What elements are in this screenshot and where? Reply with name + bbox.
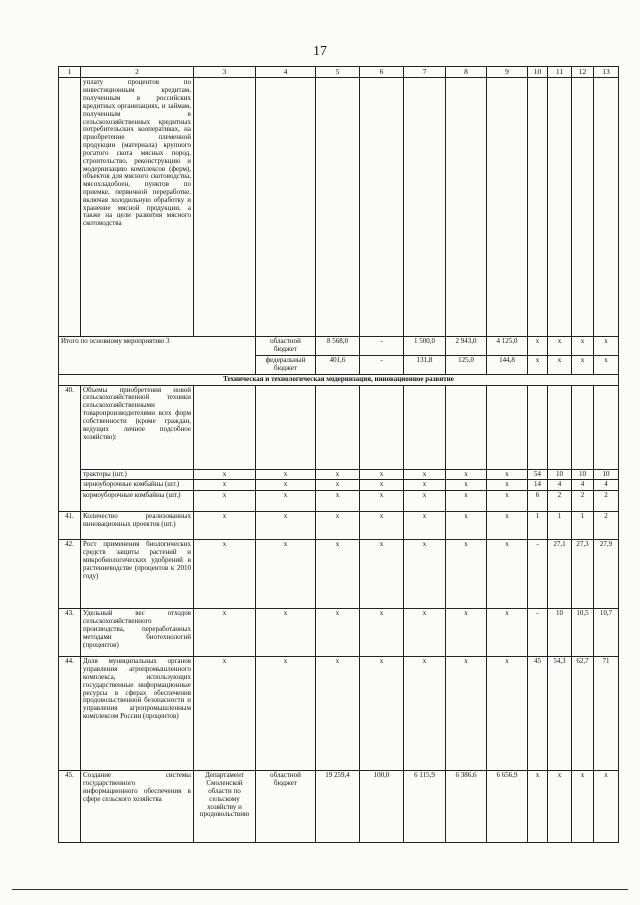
- cell-value: х: [548, 337, 572, 356]
- total-row-regional: [59, 337, 619, 356]
- cell-value: 27,1: [548, 540, 572, 609]
- table-row-43: [59, 609, 619, 657]
- cell-value: х: [256, 540, 316, 609]
- header-cell: 2: [81, 67, 194, 78]
- cell-value: х: [572, 337, 594, 356]
- cell-value: х: [487, 480, 528, 491]
- cell-value: х: [316, 480, 360, 491]
- cell-value: 10: [548, 469, 572, 480]
- cell-value: х: [316, 491, 360, 512]
- cell-value: 54,3: [548, 657, 572, 771]
- header-cell: 7: [404, 67, 446, 78]
- cell-value: х: [404, 512, 446, 540]
- cell-value: х: [194, 512, 256, 540]
- cell-value: х: [256, 512, 316, 540]
- cell-value: 27,9: [594, 540, 619, 609]
- cell-value: 2: [594, 491, 619, 512]
- header-cell: 6: [360, 67, 404, 78]
- header-cell: 12: [572, 67, 594, 78]
- cell-value: х: [194, 491, 256, 512]
- cell-value: х: [256, 480, 316, 491]
- cell-value: х: [528, 356, 548, 375]
- cell-value: 1: [528, 512, 548, 540]
- cell-value: х: [256, 609, 316, 657]
- cell-value: х: [404, 491, 446, 512]
- cell-value: 2: [594, 512, 619, 540]
- cell-value: 2 943,0: [446, 337, 487, 356]
- cell-value: х: [446, 469, 487, 480]
- cell-value: х: [487, 491, 528, 512]
- cell-value: 1: [572, 512, 594, 540]
- cell-value: 131,8: [404, 356, 446, 375]
- cell-value: 4: [572, 480, 594, 491]
- header-cell: 10: [528, 67, 548, 78]
- row-number: 41.: [59, 512, 81, 540]
- row-description: Количество реализованных инновационных проектов (шт.): [81, 512, 194, 540]
- cell-value: х: [528, 337, 548, 356]
- cell-value: х: [487, 540, 528, 609]
- cell-value: х: [446, 609, 487, 657]
- cell-value: 144,8: [487, 356, 528, 375]
- row-description: кормоуборочные комбайны (шт.): [81, 491, 194, 512]
- cell-value: х: [360, 491, 404, 512]
- row-description: Объемы приобретения новой сельскохозяйственной техники сельскохозяйственными товаропроизводителями всех форм собственности (кроме граждан, ведущих личное подсобное хозяйство):: [81, 385, 194, 469]
- table-row-40-forage-harvesters: [59, 491, 619, 512]
- cell-value: х: [194, 657, 256, 771]
- table-row-40-tractors: [59, 469, 619, 480]
- row-number: 42.: [59, 540, 81, 609]
- cell-value: 1: [548, 512, 572, 540]
- cell-value: х: [256, 491, 316, 512]
- table-row-40-grain-harvesters: [59, 480, 619, 491]
- cell-value: х: [487, 657, 528, 771]
- cell-value: 62,7: [572, 657, 594, 771]
- cell-value: х: [594, 771, 619, 843]
- cell-value: х: [360, 540, 404, 609]
- cell-value: 10: [548, 609, 572, 657]
- budget-source: федеральный бюджет: [256, 356, 316, 375]
- cell-value: 27,3: [572, 540, 594, 609]
- cell-value: х: [572, 771, 594, 843]
- row-number: 44.: [59, 657, 81, 771]
- cell-value: х: [404, 540, 446, 609]
- cell-value: х: [487, 512, 528, 540]
- cell-value: -: [528, 609, 548, 657]
- cell-value: х: [594, 356, 619, 375]
- row-description: Удельный вес отходов сельскохозяйственного производства, переработанных методами биотехнологий (процентов): [81, 609, 194, 657]
- cell-value: 14: [528, 480, 548, 491]
- cell-value: 19 259,4: [316, 771, 360, 843]
- continued-row: [59, 78, 619, 337]
- cell-value: х: [360, 512, 404, 540]
- program-table: [58, 66, 619, 843]
- cell-value: 4: [548, 480, 572, 491]
- cell-value: 6: [528, 491, 548, 512]
- table-row-40: [59, 385, 619, 469]
- total-label: Итого по основному мероприятию 3: [59, 337, 256, 374]
- cell-value: х: [446, 657, 487, 771]
- cell-value: х: [360, 480, 404, 491]
- cell-value: х: [194, 469, 256, 480]
- cell-value: х: [528, 771, 548, 843]
- cell-value: х: [572, 356, 594, 375]
- header-cell: 9: [487, 67, 528, 78]
- cell-value: х: [446, 491, 487, 512]
- cell-value: х: [316, 469, 360, 480]
- cell-value: 1 500,0: [404, 337, 446, 356]
- header-cell: 11: [548, 67, 572, 78]
- cell-value: -: [528, 540, 548, 609]
- cell-value: х: [194, 540, 256, 609]
- table-row-41: [59, 512, 619, 540]
- cell-value: 10,5: [572, 609, 594, 657]
- cell-value: х: [256, 469, 316, 480]
- cell-value: -: [360, 337, 404, 356]
- cell-value: 401,6: [316, 356, 360, 375]
- page-number: 17: [313, 44, 327, 59]
- row-description: Доля муниципальных органов управления агропромышленного комплекса, использующих государственные информационные ресурсы в сферах обеспечения продовольственной безопасности и управления агропромышленным комплексом России (процентов): [81, 657, 194, 771]
- cell-value: х: [316, 657, 360, 771]
- cell-value: х: [194, 480, 256, 491]
- header-cell: 5: [316, 67, 360, 78]
- row-number: 43.: [59, 609, 81, 657]
- cell-value: х: [316, 512, 360, 540]
- cell-value: 4 125,0: [487, 337, 528, 356]
- cell-value: 8 568,0: [316, 337, 360, 356]
- cell-value: х: [316, 540, 360, 609]
- cell-value: х: [487, 469, 528, 480]
- row-description: Создание системы государственного информационного обеспечения в сфере сельского хозяйства: [81, 771, 194, 843]
- cell-value: 10: [594, 469, 619, 480]
- cell-value: 100,0: [360, 771, 404, 843]
- table-row-44: [59, 657, 619, 771]
- cell-value: х: [404, 480, 446, 491]
- cell-value: х: [360, 609, 404, 657]
- header-cell: 13: [594, 67, 619, 78]
- section-title: Техническая и технологическая модернизация, инновационное развитие: [59, 374, 619, 385]
- header-cell: 4: [256, 67, 316, 78]
- cell-value: 45: [528, 657, 548, 771]
- responsible-executor: Департамент Смоленской области по сельскому хозяйству и продовольствию: [194, 771, 256, 843]
- bottom-rule: [12, 889, 628, 890]
- cell-value: х: [360, 657, 404, 771]
- row-description: зерноуборочные комбайны (шт.): [81, 480, 194, 491]
- row-description: Рост применения биологических средств защиты растений и микробиологических удобрений в растениеводстве (процентов к 2010 году): [81, 540, 194, 609]
- header-cell: 8: [446, 67, 487, 78]
- cell-value: 10: [572, 469, 594, 480]
- cell-value: 2: [572, 491, 594, 512]
- cell-value: х: [446, 512, 487, 540]
- table-row-45: [59, 771, 619, 843]
- cell-value: 54: [528, 469, 548, 480]
- cell-value: х: [548, 356, 572, 375]
- header-cell: 3: [194, 67, 256, 78]
- section-header-row: [59, 374, 619, 385]
- cell-value: х: [594, 337, 619, 356]
- cell-value: 10,7: [594, 609, 619, 657]
- row-number: 45.: [59, 771, 81, 843]
- header-cell: 1: [59, 67, 81, 78]
- cell-value: 2: [548, 491, 572, 512]
- budget-source: областной бюджет: [256, 771, 316, 843]
- header-row: [59, 67, 619, 78]
- row-number: 40.: [59, 385, 81, 512]
- budget-source: областной бюджет: [256, 337, 316, 356]
- cell-value: 125,0: [446, 356, 487, 375]
- cell-value: 6 386,6: [446, 771, 487, 843]
- row-description: тракторы (шт.): [81, 469, 194, 480]
- cell-value: х: [316, 609, 360, 657]
- cell-value: -: [360, 356, 404, 375]
- cell-value: х: [487, 609, 528, 657]
- cell-value: х: [404, 609, 446, 657]
- cell-value: х: [446, 540, 487, 609]
- cell-value: х: [446, 480, 487, 491]
- cell-value: х: [194, 609, 256, 657]
- table-row-42: [59, 540, 619, 609]
- cell-value: х: [404, 469, 446, 480]
- cell-value: 6 115,9: [404, 771, 446, 843]
- cell-value: х: [404, 657, 446, 771]
- continued-description: уплату процентов по инвестиционным кредитам, полученным в российских кредитных организациях, и займам, полученным в сельскохозяйственных кредитных потребительских кооперативах, на приобретение племенной продукции (материала) крупного рогатого скота мясных пород, строительство, реконструкцию и модернизацию комплексов (ферм), объектов для мясного скотоводства, мясохладобоен, пунктов по приемке, первичной переработке, включая холодильную обработку и хранение мясной продукции, а также на цели развития мясного скотоводства: [81, 78, 194, 337]
- cell-value: х: [360, 469, 404, 480]
- cell-value: 4: [594, 480, 619, 491]
- cell-value: х: [256, 657, 316, 771]
- cell-value: 71: [594, 657, 619, 771]
- cell-value: 6 656,9: [487, 771, 528, 843]
- cell-value: х: [548, 771, 572, 843]
